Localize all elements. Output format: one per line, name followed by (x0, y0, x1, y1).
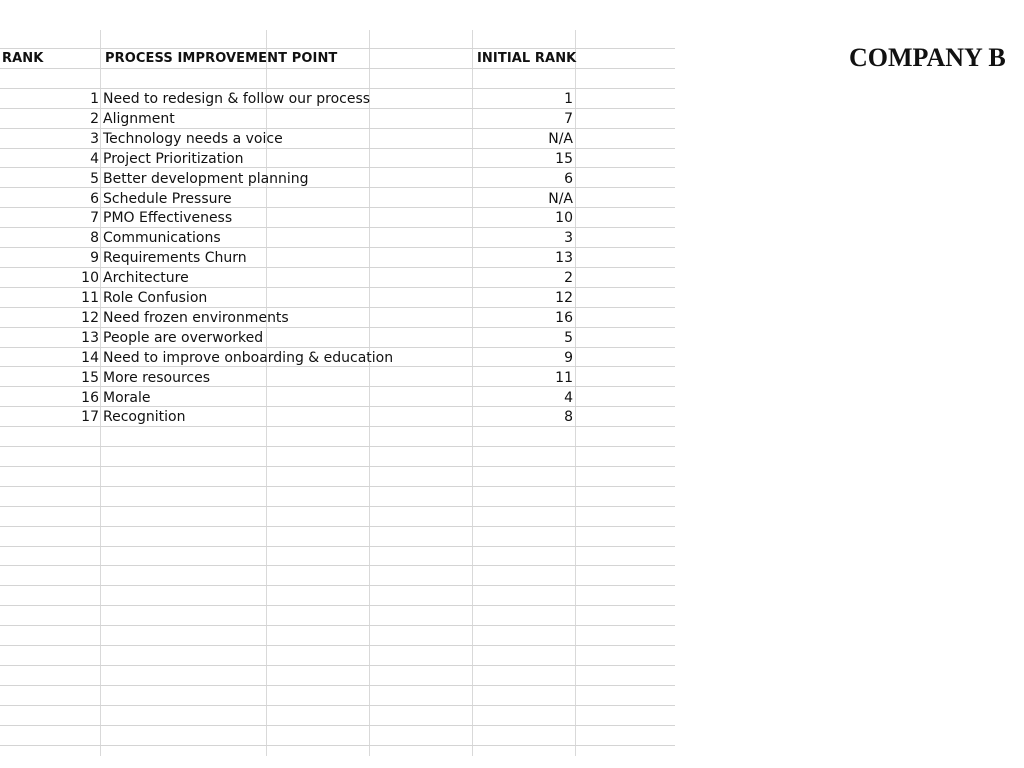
column-gridline (369, 30, 370, 756)
rank-cell[interactable]: 5 (90, 171, 99, 187)
process-improvement-point-cell[interactable]: Recognition (103, 409, 186, 425)
process-improvement-point-cell[interactable]: Technology needs a voice (103, 131, 283, 147)
initial-rank-cell[interactable]: N/A (548, 131, 573, 147)
row-gridline (0, 148, 675, 149)
process-improvement-point-cell[interactable]: Communications (103, 230, 221, 246)
process-improvement-point-cell[interactable]: Better development planning (103, 171, 309, 187)
row-gridline (0, 645, 675, 646)
rank-cell[interactable]: 14 (81, 350, 99, 366)
initial-rank-cell[interactable]: 1 (564, 91, 573, 107)
rank-cell[interactable]: 1 (90, 91, 99, 107)
row-gridline (0, 187, 675, 188)
initial-rank-cell[interactable]: 9 (564, 350, 573, 366)
rank-cell[interactable]: 12 (81, 310, 99, 326)
initial-rank-cell[interactable]: 4 (564, 390, 573, 406)
row-gridline (0, 167, 675, 168)
initial-rank-cell[interactable]: 12 (555, 290, 573, 306)
initial-rank-cell[interactable]: 5 (564, 330, 573, 346)
rank-cell[interactable]: 2 (90, 111, 99, 127)
initial-rank-cell[interactable]: 3 (564, 230, 573, 246)
initial-rank-cell[interactable]: 11 (555, 370, 573, 386)
initial-rank-cell[interactable]: 7 (564, 111, 573, 127)
row-gridline (0, 386, 675, 387)
process-improvement-point-cell[interactable]: Morale (103, 390, 151, 406)
row-gridline (0, 207, 675, 208)
row-gridline (0, 665, 675, 666)
rank-cell[interactable]: 3 (90, 131, 99, 147)
row-gridline (0, 526, 675, 527)
row-gridline (0, 446, 675, 447)
process-improvement-point-cell[interactable]: Schedule Pressure (103, 191, 232, 207)
row-gridline (0, 565, 675, 566)
initial-rank-cell[interactable]: 15 (555, 151, 573, 167)
row-gridline (0, 426, 675, 427)
company-title: COMPANY B (849, 43, 1006, 72)
initial-rank-cell[interactable]: 8 (564, 409, 573, 425)
process-improvement-point-cell[interactable]: People are overworked (103, 330, 264, 346)
initial-rank-cell[interactable]: 10 (555, 210, 573, 226)
initial-rank-cell[interactable]: 16 (555, 310, 573, 326)
row-gridline (0, 307, 675, 308)
row-gridline (0, 725, 675, 726)
row-gridline (0, 227, 675, 228)
row-gridline (0, 247, 675, 248)
initial-rank-cell[interactable]: 13 (555, 250, 573, 266)
process-improvement-point-cell[interactable]: Requirements Churn (103, 250, 247, 266)
header-process-improvement-point[interactable]: PROCESS IMPROVEMENT POINT (105, 51, 338, 66)
rank-cell[interactable]: 15 (81, 370, 99, 386)
process-improvement-point-cell[interactable]: More resources (103, 370, 211, 386)
process-improvement-point-cell[interactable]: Project Prioritization (103, 151, 244, 167)
row-gridline (0, 745, 675, 746)
rank-cell[interactable]: 17 (81, 409, 99, 425)
process-improvement-point-cell[interactable]: Alignment (103, 111, 175, 127)
row-gridline (0, 267, 675, 268)
rank-cell[interactable]: 13 (81, 330, 99, 346)
rank-cell[interactable]: 6 (90, 191, 99, 207)
row-gridline (0, 506, 675, 507)
row-gridline (0, 466, 675, 467)
rank-cell[interactable]: 4 (90, 151, 99, 167)
process-improvement-point-cell[interactable]: Need to improve onboarding & education (103, 350, 394, 366)
rank-cell[interactable]: 7 (90, 210, 99, 226)
process-improvement-point-cell[interactable]: Need frozen environments (103, 310, 289, 326)
rank-cell[interactable]: 10 (81, 270, 99, 286)
row-gridline (0, 705, 675, 706)
initial-rank-cell[interactable]: 6 (564, 171, 573, 187)
initial-rank-cell[interactable]: N/A (548, 191, 573, 207)
process-improvement-point-cell[interactable]: PMO Effectiveness (103, 210, 233, 226)
column-gridline (100, 30, 101, 756)
row-gridline (0, 327, 675, 328)
row-gridline (0, 605, 675, 606)
header-initial-rank[interactable]: INITIAL RANK (477, 51, 577, 66)
rank-cell[interactable]: 8 (90, 230, 99, 246)
row-gridline (0, 625, 675, 626)
row-gridline (0, 128, 675, 129)
column-gridline (575, 30, 576, 756)
row-gridline (0, 585, 675, 586)
process-improvement-point-cell[interactable]: Role Confusion (103, 290, 208, 306)
rank-cell[interactable]: 11 (81, 290, 99, 306)
process-improvement-point-cell[interactable]: Architecture (103, 270, 189, 286)
row-gridline (0, 287, 675, 288)
rank-cell[interactable]: 16 (81, 390, 99, 406)
header-rank[interactable]: RANK (2, 51, 44, 66)
row-gridline (0, 406, 675, 407)
row-gridline (0, 685, 675, 686)
process-improvement-point-cell[interactable]: Need to redesign & follow our process (103, 91, 371, 107)
row-gridline (0, 546, 675, 547)
rank-cell[interactable]: 9 (90, 250, 99, 266)
initial-rank-cell[interactable]: 2 (564, 270, 573, 286)
row-gridline (0, 486, 675, 487)
